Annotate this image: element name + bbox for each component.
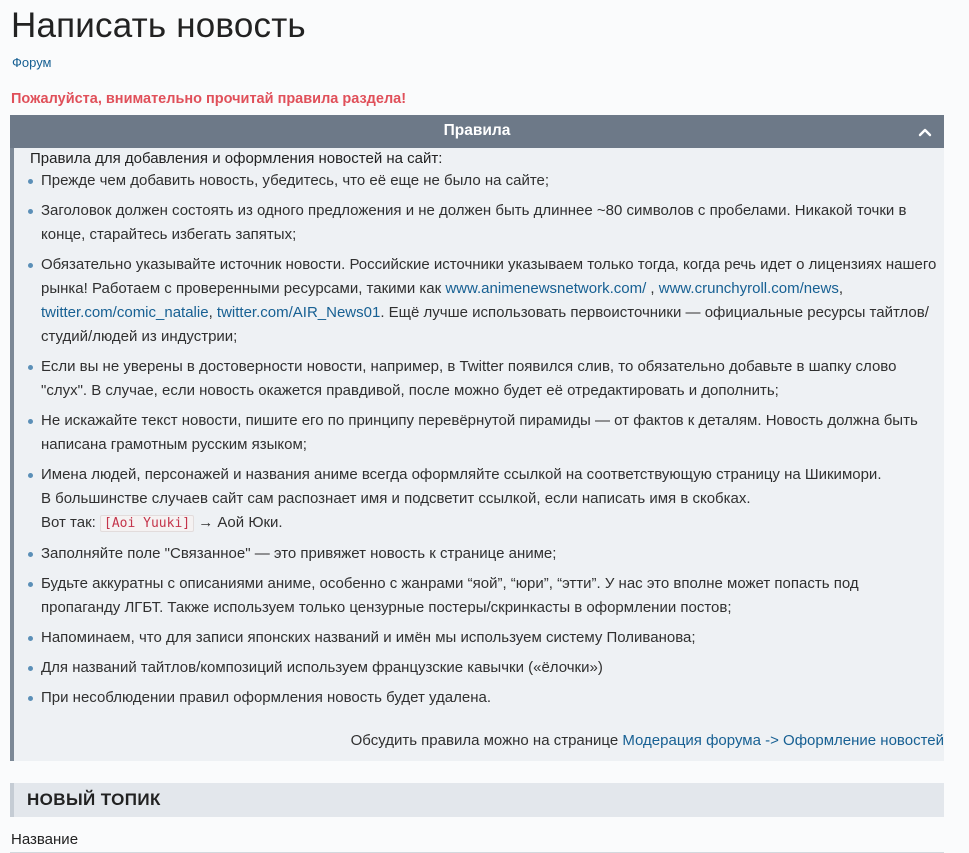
rules-intro: Правила для добавления и оформления новостей на сайт: bbox=[30, 150, 443, 167]
separator: , bbox=[838, 280, 843, 297]
rule-item-6-suffix: → Аой Юки. bbox=[194, 514, 283, 531]
rule-item-1: Прежде чем добавить новость, убедитесь, что её еще не было на сайте; bbox=[14, 169, 941, 193]
link-crunchyroll[interactable]: www.crunchyroll.com/news bbox=[658, 280, 839, 297]
rule-item-7: Заполняйте поле "Связанное" — это привяжет новость к странице аниме; bbox=[14, 542, 941, 566]
rule-item-10: Для названий тайтлов/композиций используем французские кавычки («ёлочки») bbox=[14, 656, 941, 680]
new-topic-title: НОВЫЙ ТОПИК bbox=[27, 790, 161, 809]
rules-block bbox=[10, 115, 944, 761]
rule-item-6-line1: Имена людей, персонажей и названия аниме всегда оформляйте ссылкой на соответствующую страницу на Шикимори. bbox=[41, 466, 882, 483]
link-animenewsnetwork[interactable]: www.animenewsnetwork.com/ bbox=[445, 280, 647, 297]
link-twitter-comic-natalie[interactable]: twitter.com/comic_natalie bbox=[41, 304, 209, 321]
link-forum-moderation[interactable]: Модерация форума -> Оформление новостей bbox=[622, 732, 944, 749]
rules-footer-text: Обсудить правила можно на странице bbox=[350, 732, 623, 749]
rules-header-title: Правила bbox=[443, 122, 511, 139]
rules-list bbox=[14, 169, 941, 716]
rules-warning: Пожалуйста, внимательно прочитай правила раздела! bbox=[11, 91, 407, 107]
rule-item-6-line2: В большинстве случаев сайт сам распознает имя и подсветит ссылкой, если написать имя в скобках. bbox=[41, 490, 751, 507]
breadcrumb-forum[interactable]: Форум bbox=[12, 55, 52, 70]
rule-item-11: При несоблюдении правил оформления новость будет удалена. bbox=[14, 686, 941, 710]
link-twitter-air-news[interactable]: twitter.com/AIR_News01 bbox=[216, 304, 381, 321]
rules-header[interactable] bbox=[10, 115, 944, 148]
rule-item-5: Не искажайте текст новости, пишите его по принципу перевёрнутой пирамиды — от фактов к деталям. Новость должна быть написана грамотным русским языком; bbox=[14, 409, 941, 457]
rules-footer bbox=[351, 732, 944, 749]
rule-item-2: Заголовок должен состоять из одного предложения и не должен быть длиннее ~80 символов с пробелами. Никакой точки в конце, старайтесь избегать запятых; bbox=[14, 199, 941, 247]
separator: , bbox=[208, 304, 217, 321]
rule-item-3 bbox=[14, 253, 941, 349]
separator: , bbox=[646, 280, 659, 297]
rule-item-3-text-after: . Ещё лучше использовать первоисточники — официальные ресурсы тайтлов/студий/людей из индустрии; bbox=[41, 304, 929, 345]
chevron-up-icon[interactable] bbox=[916, 123, 934, 141]
rule-item-8: Будьте аккуратны с описаниями аниме, особенно с жанрами “яой”, “юри”, “этти”. У нас это вполне может попасть под пропаганду ЛГБТ. Также используем только цензурные постеры/скринкасты в оформлении постов; bbox=[14, 572, 941, 620]
rule-item-3-text-before: Обязательно указывайте источник новости. Российские источники указываем только тогда, когда речь идет о лицензиях нашего рынка! Работаем с проверенными ресурсами, такими как bbox=[41, 256, 937, 297]
title-field-label: Название bbox=[11, 831, 79, 848]
rule-item-6 bbox=[14, 463, 941, 536]
rules-body bbox=[10, 148, 944, 761]
rule-item-9: Напоминаем, что для записи японских названий и имён мы используем систему Поливанова; bbox=[14, 626, 941, 650]
rule-item-4: Если вы не уверены в достоверности новости, например, в Twitter появился слив, то обязательно добавьте в шапку слово "слух". В случае, если новость окажется правдивой, после можно будет её отредактировать и дополнить; bbox=[14, 355, 941, 403]
new-topic-section bbox=[10, 783, 944, 817]
page-title: Написать новость bbox=[11, 6, 306, 45]
code-example: [Aoi Yuuki] bbox=[100, 515, 194, 532]
rule-item-6-prefix: Вот так: bbox=[41, 514, 100, 531]
